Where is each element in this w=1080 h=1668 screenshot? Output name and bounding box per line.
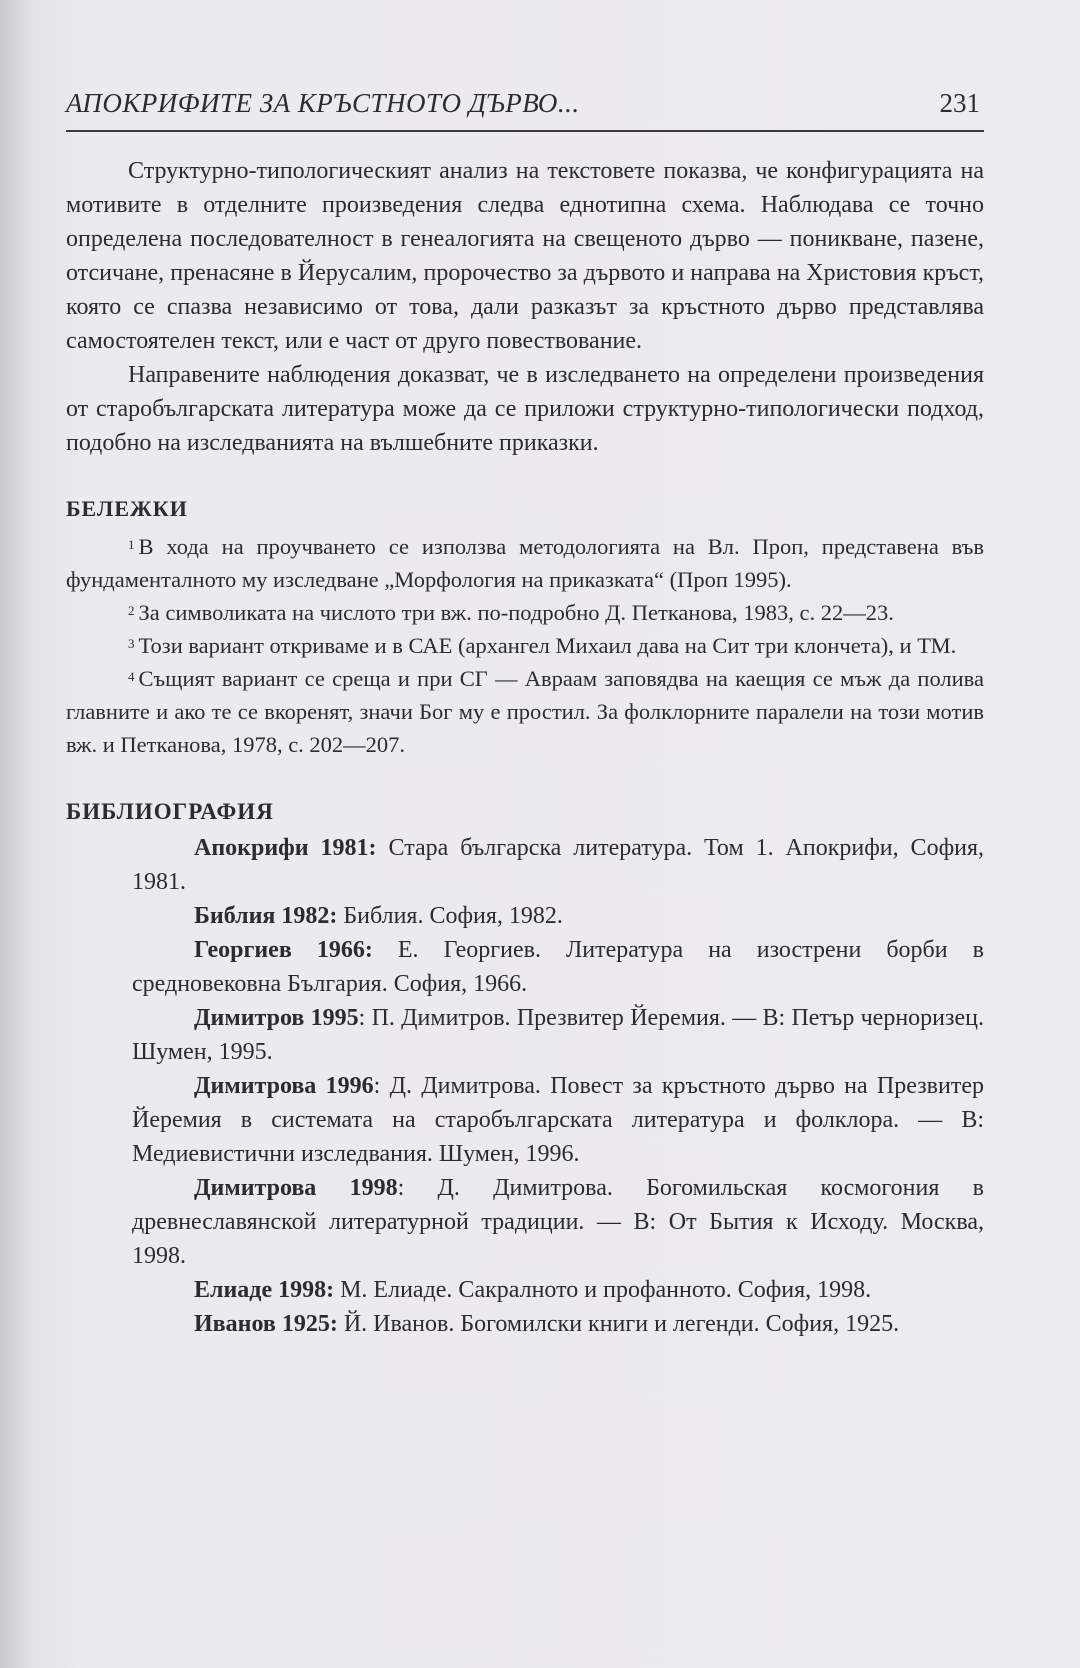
bib-text: Е. Георгиев. Литература на изострени борби в средновековна България. София, 1966. [132, 937, 984, 997]
bib-text: : П. Димитров. Презвитер Йеремия. — В: Петър черноризец. Шумен, 1995. [132, 1005, 985, 1065]
bib-text: М. Елиаде. Сакралното и профанното. София, 1998. [334, 1277, 872, 1303]
bibliography-entry [66, 1001, 984, 1069]
bibliography-entry [66, 1069, 984, 1171]
note-text: В хода на проучването се използва методологията на Вл. Проп, представена във фундаменталното му изследване „Морфология на приказката“ (Проп 1995). [66, 534, 984, 592]
bib-key: Димитров 1995 [194, 1005, 359, 1031]
bib-text: Й. Иванов. Богомилски книги и легенди. София, 1925. [337, 1311, 900, 1337]
bibliography-entry [66, 1307, 984, 1341]
bib-key: Елиаде 1998: [194, 1277, 335, 1303]
note-text: За символиката на числото три вж. по-подробно Д. Петканова, 1983, с. 22—23. [138, 600, 894, 625]
bib-key: Димитрова 1996 [194, 1073, 374, 1099]
bib-key: Димитрова 1998 [194, 1175, 398, 1201]
page-number: 231 [939, 88, 980, 118]
bibliography-section [66, 795, 984, 1341]
note-text: Този вариант откриваме и в САЕ (архангел Михаил дава на Сит три клончета), и ТМ. [138, 633, 957, 658]
note-item [66, 596, 984, 629]
note-number: 2 [128, 603, 135, 618]
running-header [66, 86, 984, 132]
bib-text: : Д. Димитрова. Повест за кръстното дърво на Презвитер Йеремия в системата на старобългарската литература и фолклора. — В: Медиевистични изследвания. Шумен, 1996. [132, 1073, 984, 1167]
bibliography-entry [66, 899, 984, 933]
note-item [66, 662, 984, 761]
bibliography-heading: БИБЛИОГРАФИЯ [66, 799, 274, 824]
bib-key: Иванов 1925: [194, 1311, 338, 1337]
bib-text: : Д. Димитрова. Богомильская космогония в древнеславянской литературной традиции. — В: От Бытия к Исходу. Москва, 1998. [132, 1175, 984, 1269]
bibliography-entry [66, 831, 984, 899]
notes-section [66, 492, 984, 761]
note-item [66, 629, 984, 662]
bib-key: Апокрифи 1981: [194, 835, 377, 861]
notes-heading: БЕЛЕЖКИ [66, 496, 188, 521]
bibliography-entry [66, 1171, 984, 1273]
note-number: 3 [128, 636, 135, 651]
running-title: АПОКРИФИТЕ ЗА КРЪСТНОТО ДЪРВО... [66, 88, 580, 118]
page-body [66, 154, 984, 1341]
note-number: 4 [128, 669, 135, 684]
note-item [66, 530, 984, 596]
bib-text: Библия. София, 1982. [337, 903, 563, 929]
note-number: 1 [128, 537, 135, 552]
body-paragraph: Структурно-типологическият анализ на текстовете показва, че конфигурацията на мотивите в отделните произведения следва еднотипна схема. Наблюдава се точно определена последователност в генеалогията на свещеното дърво — поникване, пазене, отсичане, пренасяне в Йерусалим, пророчество за дървото и направа на Христовия кръст, която се спазва независимо от това, дали разказът за кръстното дърво представлява самостоятелен текст, или е част от друго повествование. [66, 158, 984, 354]
note-text: Същият вариант се среща и при СГ — Авраам заповядва на каещия се мъж да полива главните и ако те се вкоренят, значи Бог му е простил. За фолклорните паралели на този мотив вж. и Петканова, 1978, с. 202—207. [66, 666, 984, 757]
bib-text: Стара българска литература. Том 1. Апокрифи, София, 1981. [132, 835, 984, 895]
bibliography-entry [66, 1273, 984, 1307]
bib-key: Библия 1982: [194, 903, 338, 929]
body-paragraph: Направените наблюдения доказват, че в изследването на определени произведения от старобългарската литература може да се приложи структурно-типологически подход, подобно на изследванията на вълшебните приказки. [66, 362, 984, 456]
bibliography-entry [66, 933, 984, 1001]
bib-key: Георгиев 1966: [194, 937, 373, 963]
